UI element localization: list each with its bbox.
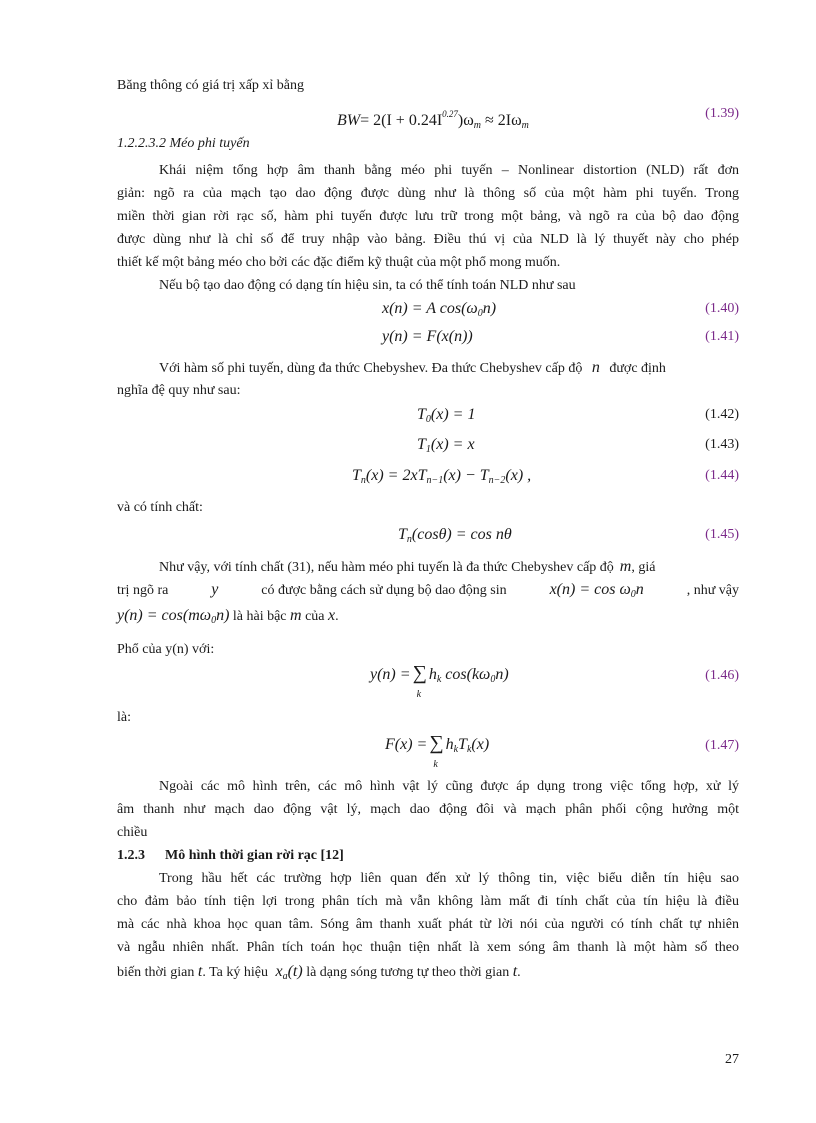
equation-1-46: y(n) = ∑ k $h_k$ $\cos(k\omega_0n)$ xyxy=(370,662,509,700)
paragraph-property-intro: và có tính chất: xyxy=(117,500,203,515)
equation-number-1-41: (1.41) xyxy=(705,329,739,344)
paragraph-harmonic-line1: Như vậy, với tính chất (31), nếu hàm méo phi tuyến là đa thức Chebyshev cấp độ m, giá xyxy=(159,558,656,575)
paragraph-discrete-time-line5: biến thời gian t. Ta ký hiệu $x_a(t)$ là dạng sóng tương tự theo thời gian t. xyxy=(117,963,521,982)
equation-number-1-40: (1.40) xyxy=(705,301,739,316)
paragraph-chebyshev: Với hàm số phi tuyến, dùng đa thức Chebyshev. Đa thức Chebyshev cấp độ n được định xyxy=(159,359,666,376)
paragraph-discrete-time-line: Trong hầu hết các trường hợp liên quan đến xử lý thông tin, việc biểu diễn tín hiệu sao xyxy=(159,871,739,886)
page-number: 27 xyxy=(725,1052,739,1067)
equation-number-1-47: (1.47) xyxy=(705,738,739,753)
paragraph-physical-models-line: chiều xyxy=(117,825,148,840)
equation-number-1-44: (1.44) xyxy=(705,468,739,483)
equation-1-43: $T_1(x) = x$ xyxy=(417,436,475,455)
equation-1-39: $BW= 2(I + 0.24I^{0.27})\omega_m \approx 2I\omega_m$ xyxy=(337,109,529,131)
paragraph-chebyshev-line2: nghĩa đệ quy như sau: xyxy=(117,383,241,398)
equation-1-44: $T_n(x) = 2xT_{n-1}(x) - T_{n-2}(x)$ , xyxy=(352,467,532,486)
section-heading-discrete-time-model: 1.2.3 Mô hình thời gian rời rạc [12] xyxy=(117,848,344,863)
paragraph-spectrum-intro: Phổ của y(n) với: xyxy=(117,642,215,657)
equation-1-47: F(x) = ∑ k $h_kT_k(x)$ xyxy=(385,732,490,770)
equation-number-1-46: (1.46) xyxy=(705,668,739,683)
equation-1-40: x(n) = A $\cos(\omega_0n)$ xyxy=(382,300,497,319)
summation-symbol: ∑ k xyxy=(412,662,427,700)
paragraph-discrete-time-line: và ngẫu nhiên nhất. Phân tích toán học thuận tiện nhất là xem sóng âm thanh là một hàm số theo xyxy=(117,940,739,955)
paragraph-nld-line: miền thời gian rời rạc số, hàm phi tuyến được lưu trữ trong một bảng, và ngõ ra của bộ dao động xyxy=(117,209,739,224)
paragraph-harmonic-line3: $y(n) = \cos(m\omega_0n)$ là hài bậc m của x. xyxy=(117,607,339,626)
paragraph-harmonic-line2: trị ngõ ra y có được bằng cách sử dụng bộ dao động sin $x(n) = \cos \omega_0n$ , như vậy xyxy=(117,581,739,600)
equation-1-42: $T_0(x) = 1$ xyxy=(417,406,476,425)
paragraph-oscillator-intro: Nếu bộ tạo dao động có dạng tín hiệu sin, ta có thể tính toán NLD như sau xyxy=(159,278,576,293)
paragraph-nld-line: giản: ngõ ra của mạch tạo dao động được dùng như là thông số của một hàm phi tuyến. Trong xyxy=(117,186,739,201)
paragraph-nld-line: Khái niệm tổng hợp âm thanh bằng méo phi tuyến – Nonlinear distortion (NLD) rất đơn xyxy=(159,163,739,178)
equation-1-45: $T_n(\cos\theta) = \cos n\theta$ xyxy=(398,526,512,545)
equation-number-1-45: (1.45) xyxy=(705,527,739,542)
equation-1-41: y(n) = F(x(n)) xyxy=(382,328,473,345)
paragraph-nld-line: được dùng như là chỉ số để truy nhập vào bảng. Điều thú vị của NLD là lý thuyết này cho phép xyxy=(117,232,739,247)
equation-number-1-39: (1.39) xyxy=(705,106,739,121)
equation-number-1-42: (1.42) xyxy=(705,407,739,422)
paragraph-discrete-time-line: mà các nhà khoa học quan tâm. Sóng âm thanh xuất phát từ lời nói của người có tính chất tự nhiên xyxy=(117,917,739,932)
paragraph-physical-models-line: âm thanh như mạch dao động vật lý, mạch dao động đôi và mạch phân phối cộng hưởng một xyxy=(117,802,739,817)
equation-number-1-43: (1.43) xyxy=(705,437,739,452)
paragraph-bandwidth-intro: Băng thông có giá trị xấp xỉ bằng xyxy=(117,78,305,93)
summation-symbol: ∑ k xyxy=(429,732,444,770)
paragraph-discrete-time-line: cho đảm bảo tính tiện lợi trong phân tích mà vẫn không làm mất đi tính chất của tín hiệu là điều xyxy=(117,894,739,909)
paragraph-physical-models-line: Ngoài các mô hình trên, các mô hình vật lý cũng được áp dụng trong việc tổng hợp, xử lý xyxy=(159,779,739,794)
paragraph-is-label: là: xyxy=(117,710,131,725)
section-heading-nonlinear-distortion: 1.2.2.3.2 Méo phi tuyến xyxy=(117,136,250,151)
paragraph-nld-line: thiết kế một bảng méo cho bởi các đặc điểm kỹ thuật của một phổ mong muốn. xyxy=(117,255,561,270)
